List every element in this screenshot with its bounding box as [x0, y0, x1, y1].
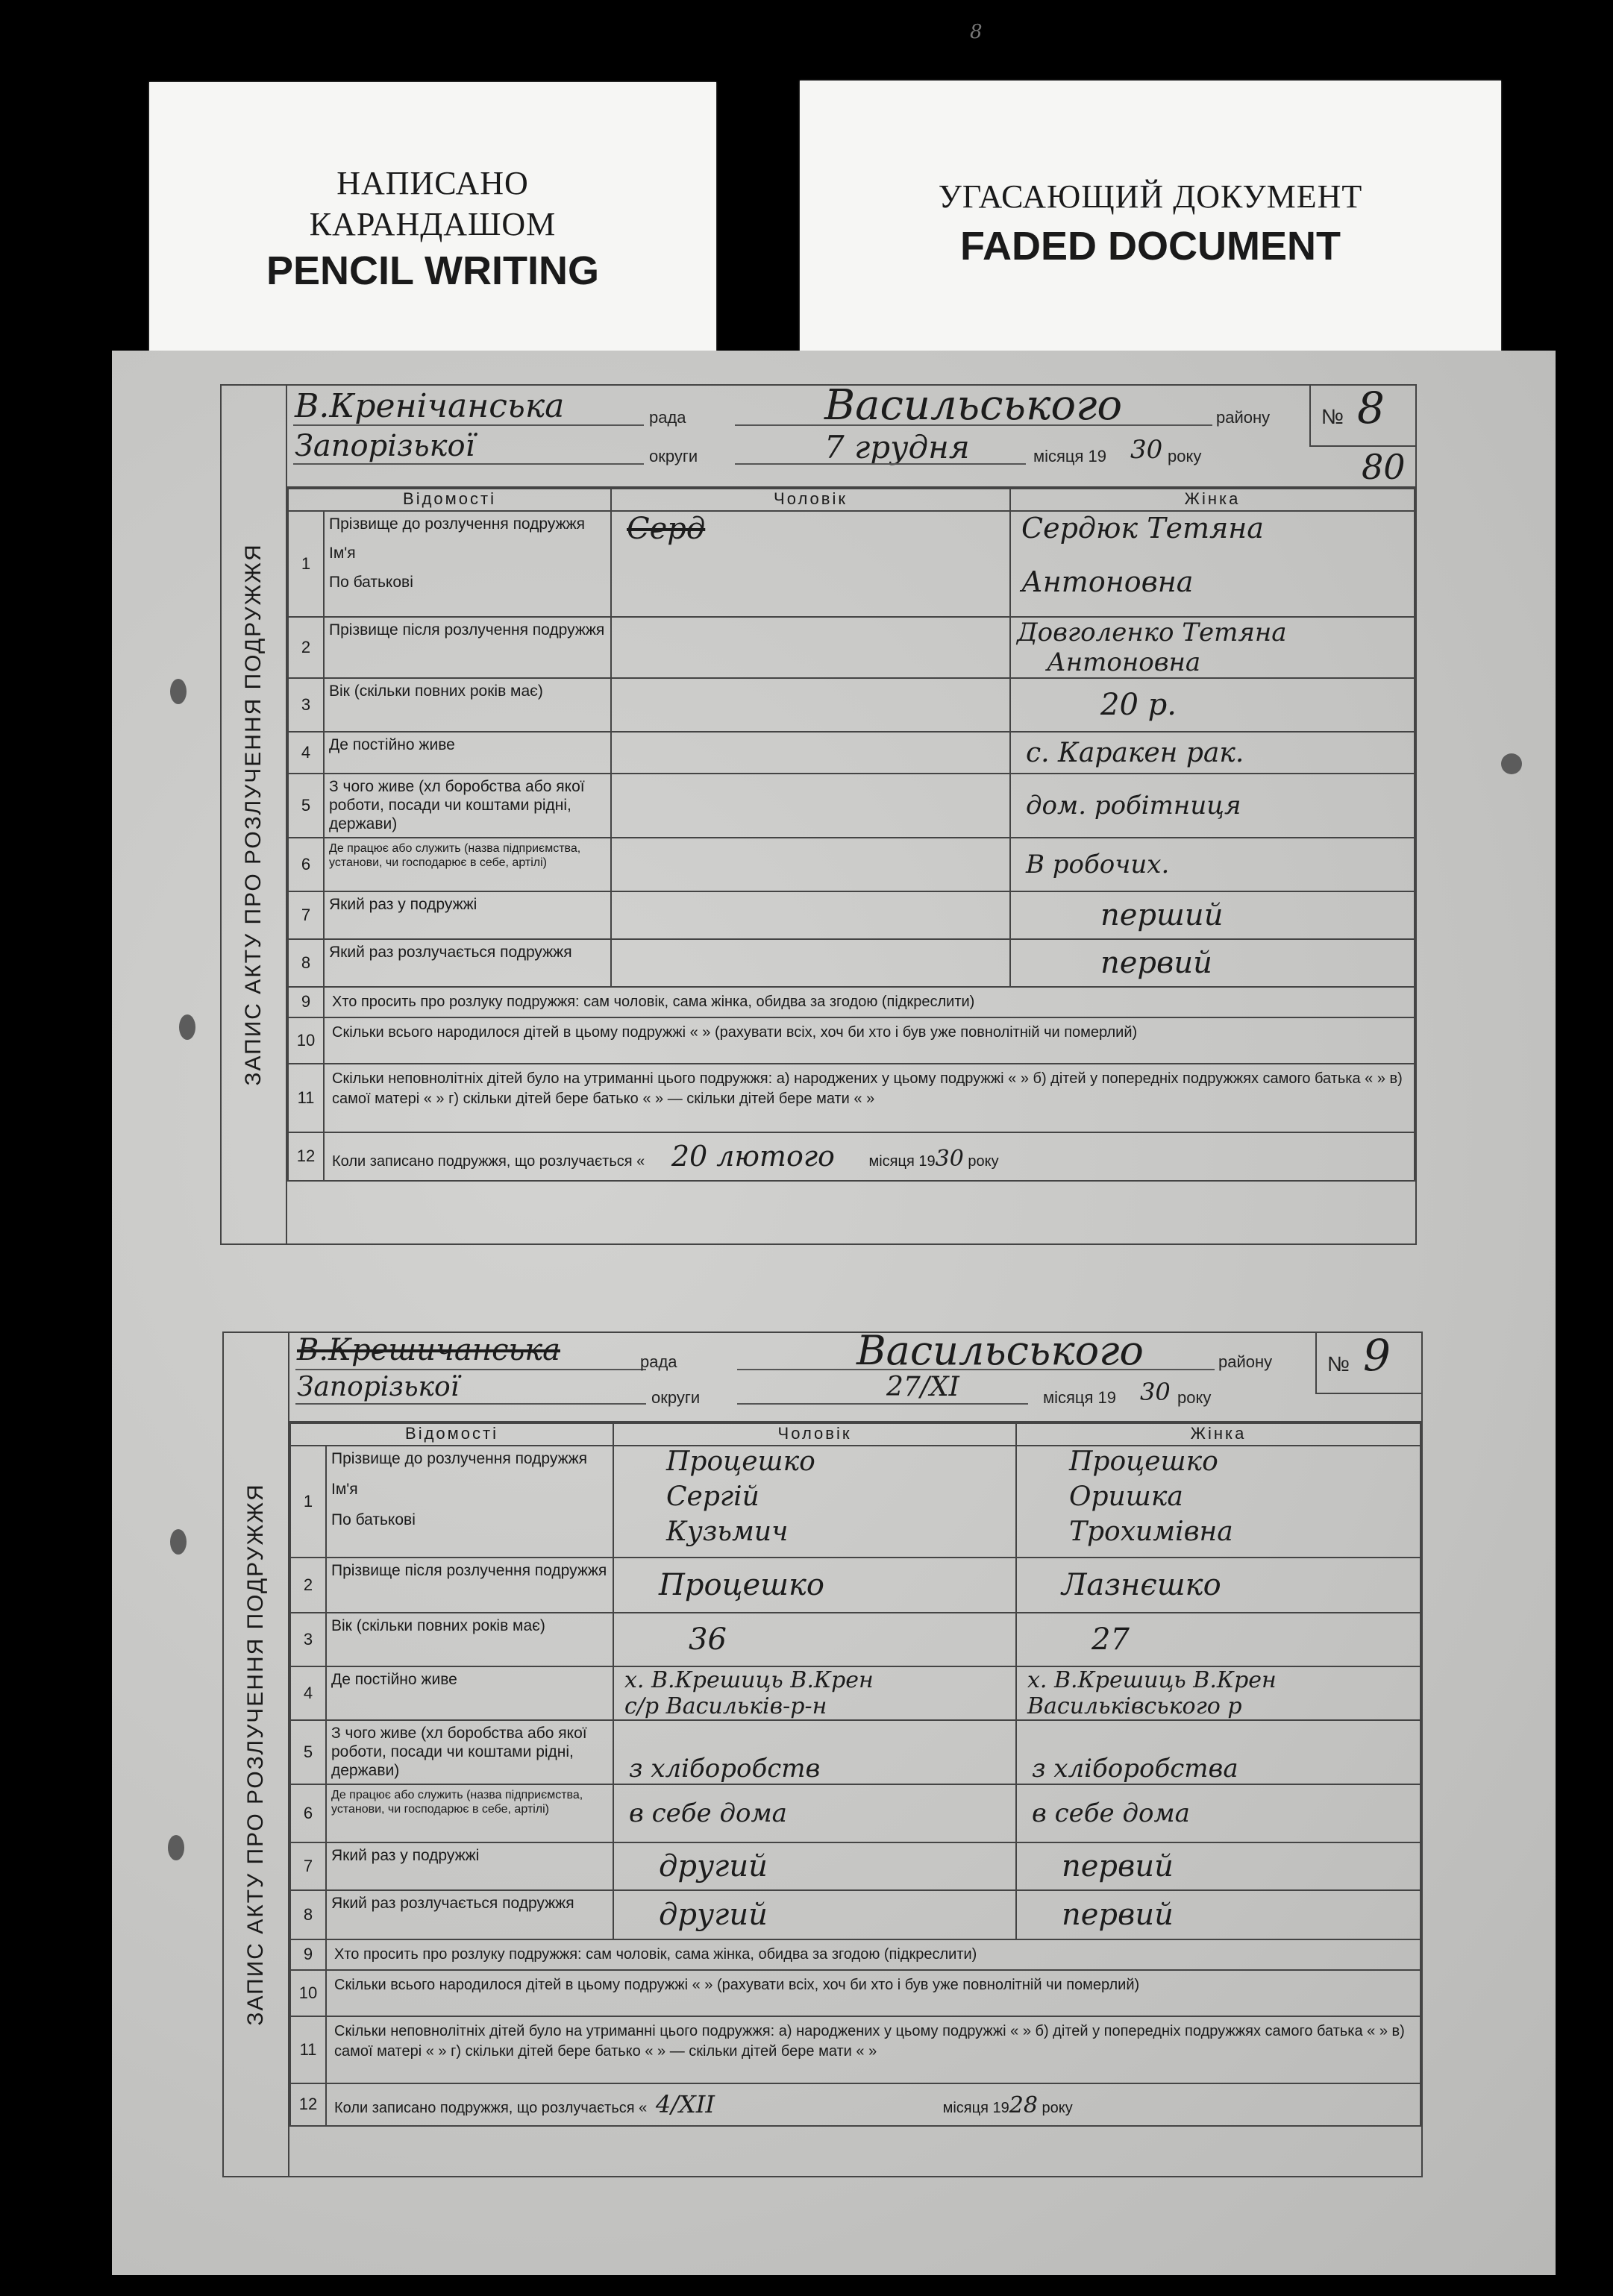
raion-value: Васильського [856, 1327, 1144, 1374]
row-record-date: Коли записано подружжя, що розлучається « 20 лютого місяця 1930 року [324, 1132, 1415, 1181]
wife-marriage-count: перший [1010, 891, 1415, 939]
form-header [287, 381, 1415, 488]
margin-note: 80 [1362, 447, 1406, 487]
record-number: 8 [1357, 383, 1385, 433]
wife-age: 27 [1016, 1613, 1421, 1666]
rada-value: В.Кренічанська [295, 387, 565, 425]
husband-divorce-count: другий [613, 1890, 1016, 1939]
husband-age: 36 [613, 1613, 1016, 1666]
row-who-requests: Хто просить про розлуку подружжя: сам чоловік, сама жінка, обидва за згодою (підкреслити) [324, 987, 1415, 1017]
wife-divorce-count: первий [1010, 939, 1415, 987]
year-value: 30 [1140, 1378, 1171, 1406]
husband-occupation: з хліборобств [613, 1720, 1016, 1784]
binding-hole [1501, 753, 1522, 774]
wife-surname-after: Довголенко Тетяна Антоновна [1010, 617, 1415, 678]
year-label: року [1177, 1388, 1212, 1407]
faded-label-ua: УГАСАЮЩИЙ ДОКУМЕНТ [938, 178, 1363, 215]
month-year-label: місяця 19 [1043, 1388, 1117, 1407]
wife-occupation: дом. робітниця [1010, 774, 1415, 838]
page-number: 8 [970, 21, 983, 43]
wife-occupation: з хліборобства [1016, 1720, 1421, 1784]
wife-marriage-count: первий [1016, 1842, 1421, 1890]
husband-marriage-count: другий [613, 1842, 1016, 1890]
pencil-label-ua: НАПИСАНО [336, 165, 529, 201]
wife-age: 20 р. [1010, 678, 1415, 732]
okruhy-label: округи [649, 447, 698, 465]
number-label: № [1327, 1352, 1350, 1376]
rada-label: рада [649, 408, 686, 427]
husband-names: Процешко Сергій Кузьмич [613, 1446, 1016, 1558]
col-header-info: Відомості [290, 1423, 613, 1446]
raionu-label: району [1218, 1352, 1273, 1371]
raionu-label: району [1216, 408, 1271, 427]
wife-surname-after: Лазнєшко [1016, 1558, 1421, 1613]
record-table: Відомості Чоловік Жінка 1 Прізвище до розлучення подружжя Ім'я По батькові Серд Сердюк Тетяна Антоновна 2 Прізвище після розлучення подружжя Довголенко Тетяна Антоновна 3 Вік (скільки повних років має) 20 р. 4 Де постійно живе с. Каракен рак. 5 З чого живе (хл боробства або якої роботи, посади чи коштами рідні, держави) дом. робітниця 6 Де працює або служить (назва підприємства, установи, чи господарює в себе, артілі) В робочих. 7 Який раз у подружжі перший 8 Який раз розлучається подружжя первий 9 Хто просить про розлуку подружжя: сам чоловік, сама жінка, обидва за згодою (підкреслити) 10 Скільки всього народилося дітей в цьому подружжі « » (рахувати всіх, хоч би хто і був уже повнолітній чи померлий) 11 Скільки неповнолітніх дітей було на утриманні цього подружжя: а) народжених у цьому подружжі « » б) дітей у попередніх подружжях самого батька « » в) самої матері « » г) скільки дітей бере батько « » — скільки дітей бере мати « » 12 Коли записано подружжя, що розлучається « 20 лютого місяця 1930 року [287, 488, 1415, 1182]
row-record-date: Коли записано подружжя, що розлучається « 4/XII місяця 1928 року [326, 2083, 1421, 2127]
number-label: № [1321, 405, 1344, 428]
date-value: 27/XI [886, 1372, 959, 1402]
pencil-label-en: PENCIL WRITING [266, 248, 599, 293]
record-date-value: 4/XII [655, 2089, 715, 2118]
okruha-value: Запорізької [297, 1372, 460, 1402]
wife-residence: х. В.Крешиць В.Крен Васильківського р [1016, 1666, 1421, 1720]
okruha-value: Запорізької [295, 429, 475, 463]
wife-workplace: В робочих. [1010, 838, 1415, 891]
col-header-husband: Чоловік [613, 1423, 1016, 1446]
month-year-label: місяця 19 [1033, 447, 1107, 465]
husband-workplace: в себе дома [613, 1784, 1016, 1842]
row-who-requests: Хто просить про розлуку подружжя: сам чоловік, сама жінка, обидва за згодою (підкреслити) [326, 1939, 1421, 1970]
wife-names: Процешко Оришка Трохимівна [1016, 1446, 1421, 1558]
row-label-names: Прізвище до розлучення подружжя Ім'я По батькові [324, 511, 611, 617]
record-table: Відомості Чоловік Жінка 1 Прізвище до розлучення подружжя Ім'я По батькові Процешко Сергій Кузьмич Процешко Оришка Трохимівна 2 Прізвище після розлучення подружжя Процешко Лазнєшко 3 Вік (скільки повних років має) 36 27 4 Де постійно живе х. В.Крешиць В.Крен с/р Васильків-р-н х. В.Крешиць В.Крен Васильківського р 5 З чого живе (хл боробства або якої роботи, посади чи коштами рідні, держави) з хліборобств з хліборобства 6 Де працює або служить (назва підприємства, установи, чи господарює в себе, артілі) в себе дома в себе дома 7 Який раз у подружжі другий первий 8 Який раз розлучається подружжя другий первий 9 Хто просить про розлуку подружжя: сам чоловік, сама жінка, обидва за згодою (підкреслити) 10 Скільки всього народилося дітей в цьому подружжі « » (рахувати всіх, хоч би хто і був уже повнолітній чи померлий) 11 Скільки неповнолітніх дітей було на утриманні цього подружжя: а) народжених у цьому подружжі « » б) дітей у попередніх подружжях самого батька « » в) самої матері « » г) скільки дітей бере батько « » — скільки дітей бере мати « » 12 Коли записано подружжя, що розлучається « 4/XII місяця 1928 року [289, 1423, 1421, 2127]
form-side-title: ЗАПИС АКТУ ПРО РОЗЛУЧЕННЯ ПОДРУЖЖЯ [222, 386, 287, 1243]
form-header [289, 1327, 1421, 1423]
divorce-record-form-2 [222, 1327, 1423, 2177]
pencil-label-ua2: КАРАНДАШОМ [309, 206, 557, 242]
year-value: 30 [1130, 435, 1163, 465]
wife-residence: с. Каракен рак. [1010, 732, 1415, 774]
row-minor-children: Скільки неповнолітніх дітей було на утриманні цього подружжя: а) народжених у цьому подружжі « » б) дітей у попередніх подружжях самого батька « » в) самої матері « » г) скільки дітей бере батько « » — скільки дітей бере мати « » [326, 2016, 1421, 2083]
binding-hole [168, 1835, 184, 1860]
wife-names: Сердюк Тетяна Антоновна [1010, 511, 1415, 617]
row-children-total: Скільки всього народилося дітей в цьому подружжі « » (рахувати всіх, хоч би хто і був уже повнолітній чи померлий) [324, 1017, 1415, 1064]
row-minor-children: Скільки неповнолітніх дітей було на утриманні цього подружжя: а) народжених у цьому подружжі « » б) дітей у попередніх подружжях самого батька « » в) самої матері « » г) скільки дітей бере батько « » — скільки дітей бере мати « » [324, 1064, 1415, 1132]
year-label: року [1168, 447, 1202, 465]
record-date-value: 20 лютого [671, 1139, 835, 1173]
col-header-wife: Жінка [1010, 489, 1415, 511]
okruhy-label: округи [651, 1388, 701, 1407]
faded-document-label [800, 81, 1501, 371]
wife-divorce-count: первий [1016, 1890, 1421, 1939]
husband-surname: Серд [611, 511, 1010, 617]
rada-label: рада [640, 1352, 677, 1371]
binding-hole [179, 1014, 195, 1040]
husband-surname-after: Процешко [613, 1558, 1016, 1613]
divorce-record-form-1 [220, 381, 1417, 1245]
raion-value: Васильського [824, 381, 1123, 430]
binding-hole [170, 679, 187, 704]
form-side-title: ЗАПИС АКТУ ПРО РОЗЛУЧЕННЯ ПОДРУЖЖЯ [224, 1333, 289, 2176]
col-header-wife: Жінка [1016, 1423, 1421, 1446]
record-number-box [1309, 383, 1415, 447]
row-label-names: Прізвище до розлучення подружжя Ім'я По батькові [326, 1446, 613, 1558]
record-number: 9 [1363, 1330, 1391, 1381]
rada-value: В.Крешичанська [297, 1333, 560, 1367]
col-header-husband: Чоловік [611, 489, 1010, 511]
husband-residence: х. В.Крешиць В.Крен с/р Васильків-р-н [613, 1666, 1016, 1720]
pencil-writing-label [149, 82, 716, 366]
date-value: 7 грудня [824, 429, 970, 465]
faded-label-en: FADED DOCUMENT [960, 224, 1341, 269]
binding-hole [170, 1529, 187, 1555]
row-children-total: Скільки всього народилося дітей в цьому подружжі « » (рахувати всіх, хоч би хто і був уже повнолітній чи померлий) [326, 1970, 1421, 2016]
record-number-box [1315, 1330, 1421, 1394]
col-header-info: Відомості [288, 489, 611, 511]
wife-workplace: в себе дома [1016, 1784, 1421, 1842]
